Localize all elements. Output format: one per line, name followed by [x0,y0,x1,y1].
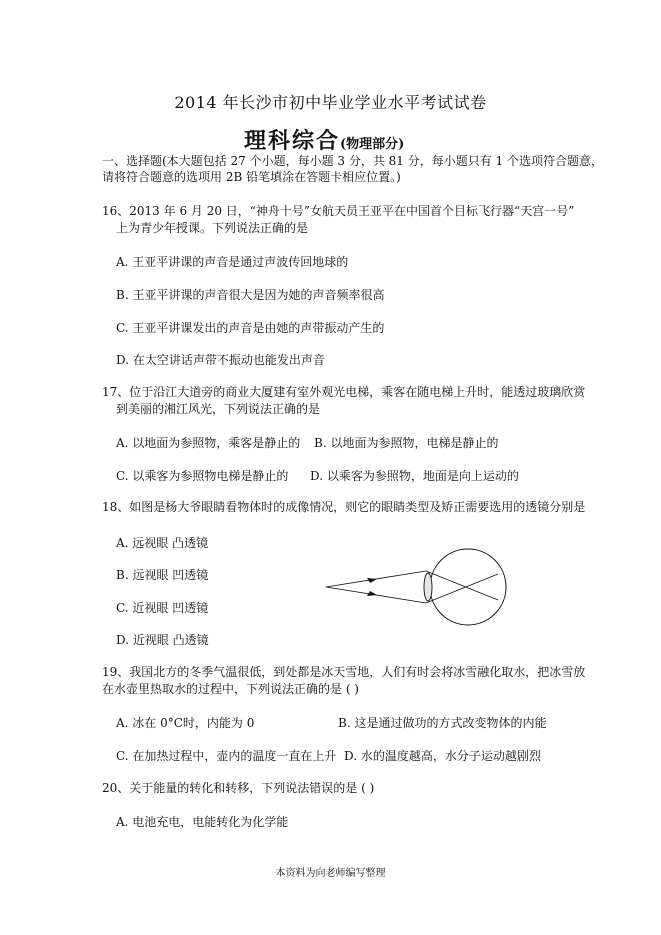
question-20-stem: 20、关于能量的转化和转移，下列说法错误的是 ( ) [102,781,375,795]
question-17-option-d: D. 以乘客为参照物，地面是向上运动的 [310,469,519,483]
question-19-option-d: D. 水的温度越高，水分子运动越剧烈 [344,749,541,763]
question-16-option-a: A. 王亚平讲课的声音是通过声波传回地球的 [116,255,349,269]
question-16-option-b: B. 王亚平讲课的声音很大是因为她的声音频率很高 [116,288,385,302]
question-17-stem-line1: 17、位于沿江大道旁的商业大厦建有室外观光电梯，乘客在随电梯上升时，能透过玻璃欣赏 [102,385,586,399]
question-17-option-a: A. 以地面为参照物，乘客是静止的 [116,436,301,450]
question-19-stem-line1: 19、我国北方的冬季气温很低，到处都是冰天雪地，人们有时会将冰雪融化取水，把冰雪放 [102,665,586,679]
question-18-option-c: C. 近视眼 凹透镜 [116,601,209,615]
section-instructions-line1: 一、选择题(本大题包括 27 个小题，每小题 3 分，共 81 分，每小题只有 1 个选项符合题意， [102,154,604,168]
question-16-stem-line2: 上为青少年授课。下列说法正确的是 [116,221,309,235]
eye-diagram [322,548,522,634]
subject-heading [244,124,404,155]
subject-part: (物理部分) [340,137,405,152]
question-19-option-a: A. 冰在 0°C时，内能为 0 [116,716,255,730]
refracted-ray-top [426,571,498,600]
question-20-option-a: A. 电池充电，电能转化为化学能 [116,815,289,829]
page-footer: 本资料为向老师编写整理 [275,868,386,879]
refracted-ray-bottom [426,574,498,603]
eyeball-outline [430,549,506,625]
exam-title: 2014 年长沙市初中毕业学业水平考试试卷 [174,93,487,112]
question-19-option-c: C. 在加热过程中，壶内的温度一直在上升 [116,749,337,763]
section-instructions-line2: 请将符合题意的选项用 2B 铅笔填涂在答题卡相应位置。) [102,170,401,184]
question-16-option-d: D. 在太空讲话声带不振动也能发出声音 [116,353,325,367]
question-19-option-b: B. 这是通过做功的方式改变物体的内能 [338,716,547,730]
question-16-option-c: C. 王亚平讲课发出的声音是由她的声带振动产生的 [116,321,385,335]
question-16-stem-line1: 16、2013 年 6 月 20 日，“神舟十号”女航天员王亚平在中国首个目标飞行器“天宫一号” [102,204,575,218]
question-17-option-b: B. 以地面为参照物，电梯是静止的 [314,436,499,450]
question-19-stem-line2: 在水壶里热取水的过程中，下列说法正确的是 ( ) [102,682,359,696]
subject-title: 理科综合 [244,128,341,154]
question-18-option-d: D. 近视眼 凸透镜 [116,633,209,647]
question-18-option-b: B. 远视眼 凹透镜 [116,568,209,582]
question-17-option-c: C. 以乘客为参照物电梯是静止的 [116,469,289,483]
question-18-option-a: A. 远视眼 凸透镜 [116,536,209,550]
eye-lens [424,573,432,601]
question-17-stem-line2: 到美丽的湘江风光，下列说法正确的是 [116,402,321,416]
question-18-stem: 18、如图是杨大爷眼睛看物体时的成像情况，则它的眼睛类型及矫正需要选用的透镜分别是 [102,500,586,514]
